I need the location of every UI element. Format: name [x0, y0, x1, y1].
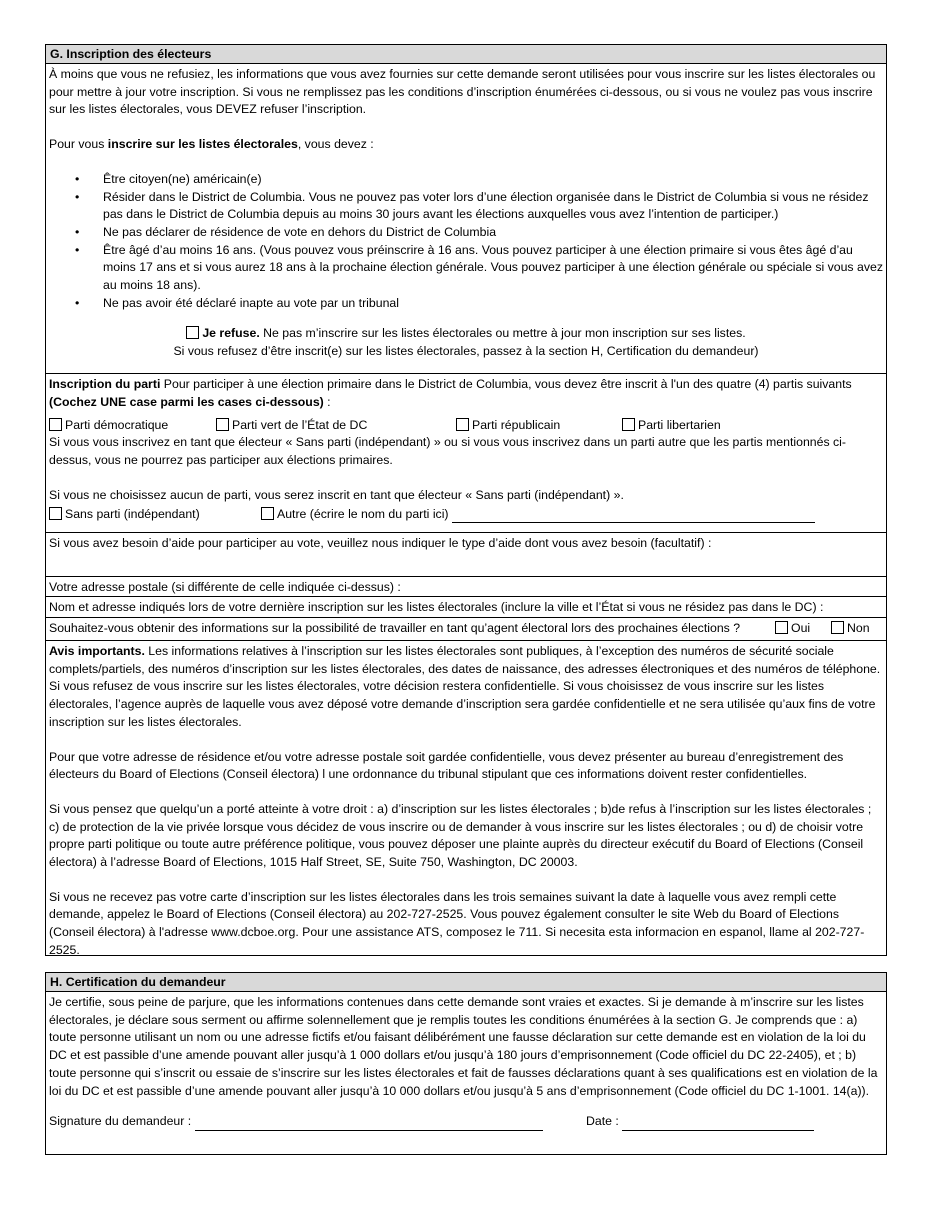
party-option-democratic[interactable]: Parti démocratique — [49, 417, 168, 435]
party-checkbox[interactable] — [622, 418, 635, 431]
poll-worker-question: Souhaitez-vous obtenir des informations sur la possibilité de travailler en tant qu’agent électoral lors des prochaines élections ? — [49, 621, 741, 635]
poll-worker-row — [46, 618, 886, 641]
bullet-icon: • — [75, 189, 80, 204]
party-registration-cell — [46, 374, 886, 533]
refuse-line: Je refuse. Ne pas m’inscrire sur les listes électorales ou mettre à jour mon inscription sur ses listes. — [49, 325, 883, 343]
mailing-address-label: Votre adresse postale (si différente de celle indiquée ci-dessus) : — [49, 580, 401, 594]
party-checkbox[interactable] — [456, 418, 469, 431]
section-g-voter-registration — [45, 44, 887, 956]
important-notices — [46, 641, 886, 962]
bullet-icon: • — [75, 171, 80, 186]
list-item: • Être âgé d’au moins 16 ans. (Vous pouvez vous préinscrire à 16 ans. Vous pouvez participer à une élection primaire si vous êtes âgé d’au moins 17 ans et si vous aurez 18 ans à la prochaine élection générale. Vous pouvez participer à une élection générale ou spéciale si vous avez au moins 18 ans). — [75, 242, 883, 293]
previous-registration-field[interactable] — [46, 597, 886, 618]
other-party-input[interactable] — [452, 522, 815, 523]
party-option-other[interactable]: Autre (écrire le nom du parti ici) — [261, 506, 815, 524]
list-item: • Résider dans le District de Columbia. Vous ne pouvez pas voter lors d’une élection organisée dans le District de Columbia si vous ne résidez pas dans le District de Columbia depuis au moins 30 jours avant les élections auxquelles vous avez l’intention de participer.) — [75, 189, 869, 222]
section-h-title: H. Certification du demandeur — [46, 973, 886, 992]
signature-line[interactable] — [195, 1130, 543, 1131]
bullet-icon: • — [75, 224, 80, 239]
party-option-independent[interactable]: Sans parti (indépendant) — [49, 506, 200, 524]
previous-registration-label: Nom et adresse indiqués lors de votre dernière inscription sur les listes électorales (inclure la ville et l’État si vous ne résidez pas dans le DC) : — [49, 600, 824, 614]
party-checkbox[interactable] — [261, 507, 274, 520]
refuse-checkbox[interactable] — [186, 326, 199, 339]
party-option-libertarian[interactable]: Parti libertarien — [622, 417, 721, 435]
party-checkbox[interactable] — [49, 418, 62, 431]
poll-worker-no[interactable]: Non — [831, 620, 870, 638]
party-option-republican[interactable]: Parti républicain — [456, 417, 560, 435]
bullet-icon: • — [75, 242, 80, 257]
date-line[interactable] — [622, 1130, 814, 1131]
notice-paragraph: Si vous pensez que quelqu’un a porté atteinte à votre droit : a) d’inscription sur les listes électorales ; b)de refus à l’inscription sur les listes électorales ; c) de protection de la vie privée lorsque vous décidez de vous inscrire ou de demander à vous inscrire sur les listes électorales ; ou d) de choisir votre propre parti politique ou toute autre préférence politique, vous pouvez déposer une plainte auprès du directeur exécutif du Board of Elections (Conseil électora) à l’adresse Board of Elections, 1015 Half Street, SE, Suite 750, Washington, DC 20003. — [49, 801, 872, 870]
party-intro: Inscription du parti Pour participer à une élection primaire dans le District de Columbia, vous devez être inscrit à l'un des quatre (4) partis suivants (Cochez UNE case parmi les cases ci-dessous) : — [49, 377, 852, 409]
party-note-primaries: Si vous vous inscrivez en tant que électeur « Sans parti (indépendant) » ou si vous vous inscrivez dans un parti autre que les partis mentionnés ci-dessus, vous ne pourrez pas participer aux élections primaires. — [49, 435, 846, 468]
certification-cell — [46, 992, 886, 1134]
assistance-field[interactable] — [46, 533, 886, 577]
notice-paragraph: Si vous ne recevez pas votre carte d’inscription sur les listes électorales dans les trois semaines suivant la date à laquelle vous avez rempli cette demande, appelez le Board of Elections (Conseil électora) au 202-727-2525. Vous pouvez également consulter le site Web du Board of Elections (Conseil électora) à l'adresse www.dcboe.org. Pour une assistance ATS, composez le 711. Si necesita esta informacion en espanol, llame al 202-727-2525. — [49, 889, 865, 957]
requirements-list — [49, 171, 883, 313]
notice-paragraph: Avis importants. Les informations relatives à l’inscription sur les listes électorales sont publiques, à l’exception des numéros de sécurité sociale complets/partiels, des numéros d’inscription sur les listes électorales, des dates de naissance, des adresses électroniques et des numéros de téléphone. Si vous refusez de vous inscrire sur les listes électorales, votre décision restera confidentielle. Si vous choisissez de vous inscrire sur les listes électorales, l’agence auprès de laquelle vous avez déposé votre demande d’inscription sera gardée confidentielle et ne sera utilisée qu’aux fins de votre inscription sur les listes électorales. — [49, 644, 881, 729]
signature-field[interactable]: Signature du demandeur : — [49, 1113, 543, 1131]
signature-row — [49, 1112, 883, 1132]
party-note-default: Si vous ne choisissez aucun de parti, vous serez inscrit en tant que électeur « Sans parti (indépendant) ». — [49, 487, 624, 502]
party-checkbox[interactable] — [216, 418, 229, 431]
list-item: • Ne pas avoir été déclaré inapte au vote par un tribunal — [49, 295, 883, 313]
list-item: • Ne pas déclarer de résidence de vote en dehors du District de Columbia — [49, 224, 883, 242]
refuse-note: Si vous refusez d’être inscrit(e) sur les listes électorales, passez à la section H, Certification du demandeur) — [173, 344, 759, 359]
party-options — [49, 416, 883, 434]
checkbox-yes[interactable] — [775, 621, 788, 634]
party-option-dc-statehood-green[interactable]: Parti vert de l’État de DC — [216, 417, 367, 435]
requirements-lead: Pour vous inscrire sur les listes électorales, vous devez : — [49, 137, 374, 152]
checkbox-no[interactable] — [831, 621, 844, 634]
date-field[interactable]: Date : — [586, 1113, 814, 1131]
section-h-certification — [45, 972, 887, 1155]
notice-paragraph: Pour que votre adresse de résidence et/ou votre adresse postale soit gardée confidentielle, vous devez présenter au bureau d’enregistrement des électeurs du Board of Elections (Conseil électora) l une ordonnance du tribunal stipulant que ces informations doivent rester confidentielles. — [49, 749, 844, 782]
mailing-address-field[interactable] — [46, 577, 886, 597]
assistance-label: Si vous avez besoin d’aide pour participer au vote, veuillez nous indiquer le type d’aide dont vous avez besoin (facultatif) : — [49, 536, 712, 550]
poll-worker-yes[interactable]: Oui — [775, 620, 810, 638]
party-other-options — [49, 505, 883, 523]
section-g-title: G. Inscription des électeurs — [46, 45, 886, 64]
bullet-icon: • — [75, 295, 80, 310]
list-item: • Être citoyen(ne) américain(e) — [49, 171, 883, 189]
certification-text: Je certifie, sous peine de parjure, que les informations contenues dans cette demande sont vraies et exactes. Si je demande à m’inscrire sur les listes électorales, je déclare sous serment ou affirme solennellement que je remplis toutes les conditions énumérées à la section G. Je comprends que : a) toute personne utilisant un nom ou une adresse fictifs et/ou faisant délibérément une fausse déclaration sur cette demande est en violation de la loi du DC et est passible d’une amende pouvant aller jusqu’à 1 000 dollars et/ou jusqu’à 180 jours d’emprisonnement (Code officiel du DC 22-2405), et ; b) toute personne qui s’inscrit ou essaie de s’inscrire sur les listes électorales et fait de fausses déclarations quant à ses qualifications est en violation de la loi du DC et est passible d’une amende pouvant aller jusqu’à 10 000 dollars et/ou jusqu’à 5 ans d’emprisonnement (Code officiel du DC 1-1001. 14(a)). — [49, 995, 878, 1098]
party-checkbox[interactable] — [49, 507, 62, 520]
intro-text: À moins que vous ne refusiez, les informations que vous avez fournies sur cette demande seront utilisées pour vous inscrire sur les listes électorales ou pour mettre à jour votre inscription. Si vous ne remplissez pas les conditions d’inscription énumérées ci-dessous, ou si vous ne voulez pas vous inscrire sur les listes électorales, vous DEVEZ refuser l’inscription. — [49, 67, 876, 117]
voter-registration-cell — [46, 64, 886, 374]
